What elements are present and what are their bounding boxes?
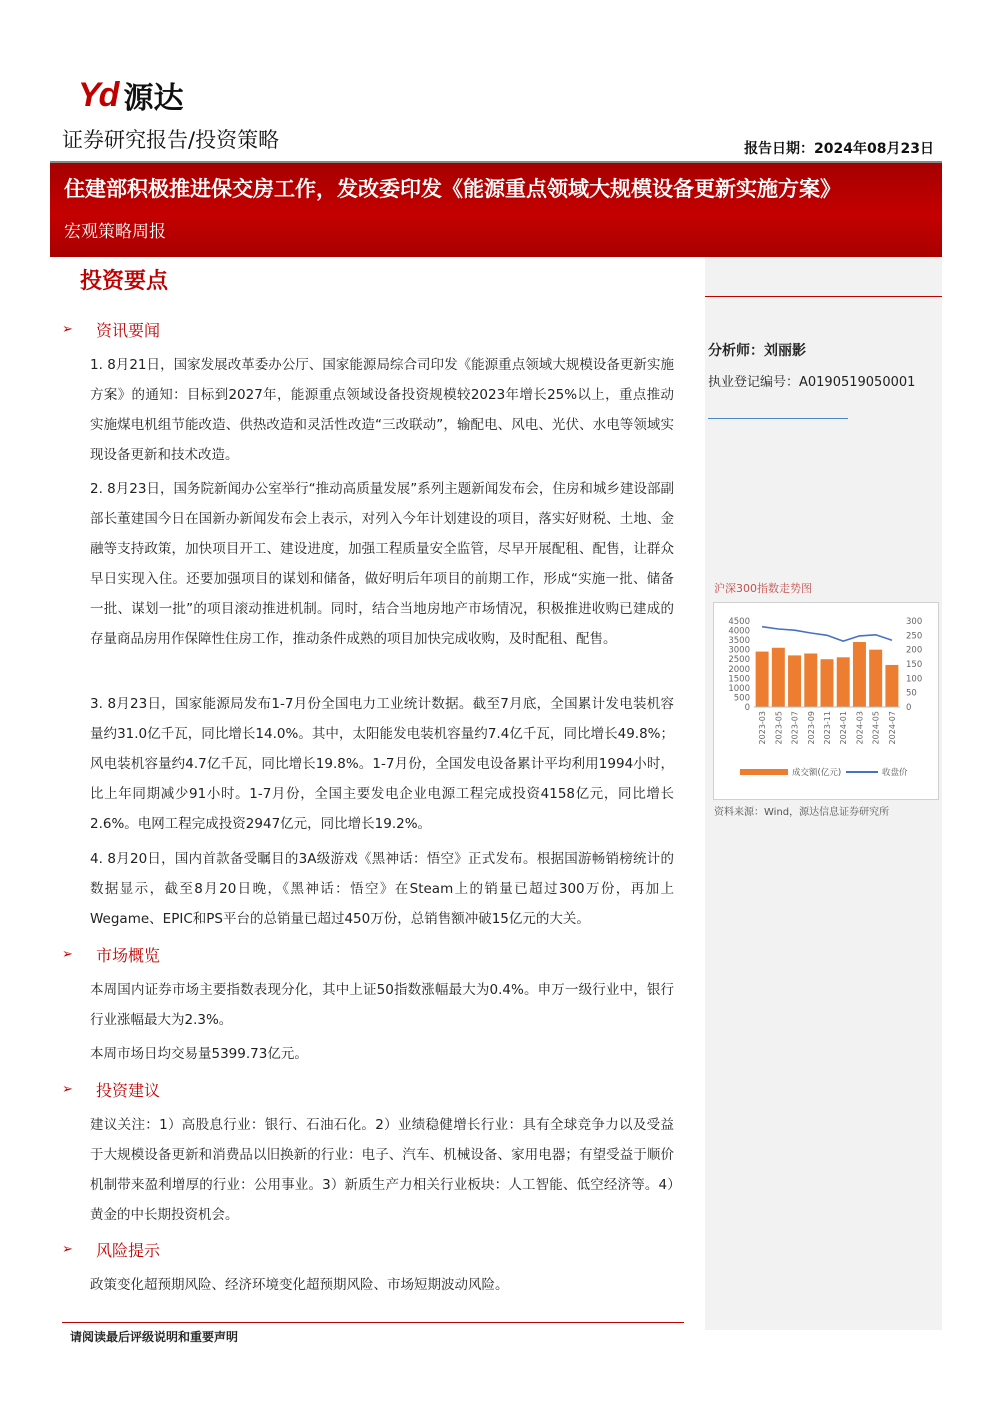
y-left-tick-label: 3000 bbox=[728, 645, 750, 656]
footer-disclaimer: 请阅读最后评级说明和重要声明 bbox=[70, 1330, 239, 1344]
x-tick-label: 2023-09 bbox=[806, 711, 816, 745]
y-left-tick-label: 1000 bbox=[728, 683, 750, 694]
y-right-tick-label: 300 bbox=[906, 617, 923, 627]
brand-logo bbox=[78, 75, 184, 116]
x-tick-label: 2024-07 bbox=[887, 711, 897, 745]
risk-text: 政策变化超预期风险、经济环境变化超预期风险、市场短期波动风险。 bbox=[90, 1277, 509, 1293]
y-right-tick-label: 250 bbox=[906, 631, 923, 642]
report-type: 证券研究报告/投资策略 bbox=[62, 128, 280, 152]
heading-risk bbox=[62, 1238, 160, 1261]
chart-container bbox=[713, 602, 939, 800]
news-item-4: 4. 8月20日，国内首款备受瞩目的3A级游戏《黑神话：悟空》正式发布。根据国游畅销榜统计的数据显示，截至8月20日晚，《黑神话：悟空》在Steam上的销量已超过300万份，再加上Wegame、EPIC和PS平台的总销量已超过450万份，总销售额冲破15亿元的大关。 bbox=[90, 851, 674, 927]
heading-news bbox=[62, 318, 160, 341]
x-tick-label: 2023-05 bbox=[774, 711, 784, 745]
heading-text: 投资建议 bbox=[96, 1081, 161, 1100]
legend-line-label: 收盘价 bbox=[882, 768, 908, 778]
volume-bar bbox=[869, 650, 882, 707]
y-left-tick-label: 2500 bbox=[728, 655, 750, 666]
volume-bar bbox=[821, 659, 834, 707]
close-price-line bbox=[762, 627, 892, 641]
logo-mark: Yd bbox=[78, 75, 118, 114]
x-tick-label: 2023-11 bbox=[823, 711, 832, 745]
report-date: 报告日期：2024年08月23日 bbox=[744, 141, 934, 157]
news-item-1: 1. 8月21日，国家发展改革委办公厅、国家能源局综合司印发《能源重点领域大规模设备更新实施方案》的通知：目标到2027年，能源重点领域设备投资规模较2023年增长25%以上，重点推动实施煤电机组节能改造、供热改造和灵活性改造“三改联动”，输配电、风电、光伏、水电等领域实现设备更新和技术改造。 bbox=[90, 357, 674, 463]
analyst-license: 执业登记编号：A0190519050001 bbox=[708, 375, 916, 390]
analyst-name: 分析师：刘丽影 bbox=[708, 343, 806, 359]
section-title: 投资要点 bbox=[80, 269, 169, 294]
volume-bar bbox=[804, 653, 817, 707]
y-left-tick-label: 500 bbox=[733, 693, 750, 704]
report-subtitle: 宏观策略周报 bbox=[64, 222, 166, 242]
y-left-tick-label: 0 bbox=[744, 703, 750, 713]
market-summary: 本周国内证券市场主要指数表现分化，其中上证50指数涨幅最大为0.4%。申万一级行业中，银行行业涨幅最大为2.3%。 bbox=[90, 982, 674, 1028]
news-item-2: 2. 8月23日，国务院新闻办公室举行“推动高质量发展”系列主题新闻发布会，住房和城乡建设部副部长董建国今日在国新办新闻发布会上表示，对列入今年计划建设的项目，落实好财税、土地、金融等支持政策，加快项目开工、建设进度，加强工程质量安全监管，尽早开展配租、配售，让群众早日实现入住。还要加强项目的谋划和储备，做好明后年项目的前期工作，形成“实施一批、储备一批、谋划一批”的项目滚动推进机制。同时，结合当地房地产市场情况，积极推进收购已建成的存量商品房用作保障性住房工作，推动条件成熟的项目加快完成收购，及时配租、配售。 bbox=[90, 481, 674, 647]
news-item-3: 3. 8月23日，国家能源局发布1-7月份全国电力工业统计数据。截至7月底，全国累计发电装机容量约31.0亿千瓦，同比增长14.0%。其中，太阳能发电装机容量约7.4亿千瓦，同比增长49.8%；风电装机容量约4.7亿千瓦，同比增长19.8%。1-7月份，全国发电设备累计平均利用1994小时，比上年同期减少91小时。1-7月份，全国主要发电企业电源工程完成投资4158亿元，同比增长2.6%。电网工程完成投资2947亿元，同比增长19.2%。 bbox=[90, 696, 674, 832]
volume-bar bbox=[756, 652, 769, 707]
report-title: 住建部积极推进保交房工作，发改委印发《能源重点领域大规模设备更新实施方案》 bbox=[64, 177, 841, 201]
x-tick-label: 2024-01 bbox=[839, 711, 849, 745]
chart-source: 资料来源：Wind，源达信息证券研究所 bbox=[714, 807, 890, 818]
x-tick-label: 2023-07 bbox=[790, 711, 800, 745]
arrow-icon: ➢ bbox=[62, 1242, 73, 1257]
volume-bar bbox=[788, 655, 801, 707]
volume-bar bbox=[885, 665, 898, 707]
sidebar-divider-2 bbox=[708, 418, 848, 419]
footer-divider bbox=[62, 1322, 684, 1323]
y-right-tick-label: 150 bbox=[906, 660, 923, 670]
y-left-tick-label: 3500 bbox=[728, 636, 750, 647]
y-left-tick-label: 4500 bbox=[728, 617, 750, 627]
heading-advice bbox=[62, 1078, 160, 1101]
x-tick-label: 2024-03 bbox=[855, 711, 865, 745]
title-banner bbox=[50, 163, 942, 257]
y-right-tick-label: 0 bbox=[906, 703, 912, 713]
arrow-icon: ➢ bbox=[62, 1082, 73, 1097]
arrow-icon: ➢ bbox=[62, 947, 73, 962]
x-tick-label: 2024-05 bbox=[871, 711, 881, 745]
advice-text: 建议关注：1）高股息行业：银行、石油石化。2）业绩稳健增长行业：具有全球竞争力以及受益于大规模设备更新和消费品以旧换新的行业：电子、汽车、机械设备、家用电器；有望受益于顺价机制带来盈利增厚的行业：公用事业。3）新质生产力相关行业板块：人工智能、低空经济等。4）黄金的中长期投资机会。 bbox=[90, 1117, 674, 1223]
legend-bar-swatch bbox=[740, 769, 788, 775]
y-left-tick-label: 1500 bbox=[728, 674, 750, 685]
volume-bar bbox=[837, 657, 850, 707]
x-tick-label: 2023-03 bbox=[758, 711, 768, 745]
y-right-tick-label: 100 bbox=[906, 674, 923, 685]
heading-text: 风险提示 bbox=[96, 1241, 161, 1260]
y-left-tick-label: 4000 bbox=[728, 626, 750, 637]
logo-name: 源达 bbox=[123, 81, 184, 116]
legend-bar-label: 成交额(亿元) bbox=[792, 768, 842, 778]
y-right-tick-label: 200 bbox=[906, 645, 923, 656]
heading-text: 市场概览 bbox=[96, 946, 161, 965]
heading-market bbox=[62, 943, 160, 966]
y-right-tick-label: 50 bbox=[906, 688, 917, 699]
volume-bar bbox=[853, 642, 866, 707]
chart-title: 沪深300指数走势图 bbox=[714, 582, 812, 595]
index-chart bbox=[714, 603, 938, 799]
market-volume: 本周市场日均交易量5399.73亿元。 bbox=[90, 1046, 308, 1062]
arrow-icon: ➢ bbox=[62, 322, 73, 337]
y-left-tick-label: 2000 bbox=[728, 664, 750, 675]
heading-text: 资讯要闻 bbox=[96, 321, 161, 340]
sidebar-divider bbox=[705, 296, 942, 297]
volume-bar bbox=[772, 648, 785, 707]
